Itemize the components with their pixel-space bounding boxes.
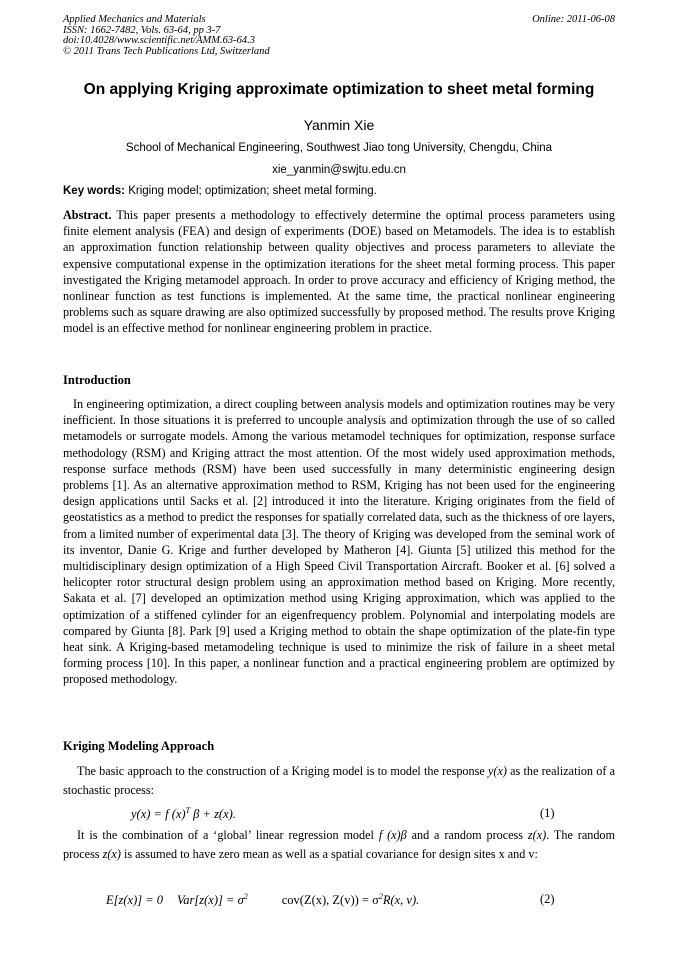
equation-2-number: (2): [540, 892, 555, 906]
eq1-lhs: y(x) = f (x): [131, 807, 186, 822]
online-date: Online: 2011-06-08: [532, 14, 615, 25]
kriging-p2-text-d: is assumed to have zero mean as well as a spatial covariance for design sites x and v:: [120, 847, 538, 861]
abstract: [63, 207, 615, 337]
eq2-part-c: cov(Z(x), Z(v)) = σ: [281, 893, 379, 908]
journal-name: Applied Mechanics and Materials: [63, 14, 206, 25]
kriging-paragraph-2: [63, 826, 615, 864]
equation-1-number: (1): [540, 806, 555, 820]
kriging-p1-text-b: as the realization of a stochastic process:: [63, 764, 616, 797]
kriging-p1-text-a: The basic approach to the construction of a Kriging model is to model the response: [77, 764, 488, 778]
abstract-text: This paper presents a methodology to effectively determine the optimal process parameters using finite element analysis (FEA) and design of experiments (DOE) based on Metamodels. The idea is to establish an approximation function relationship between quality objectives and process parameters to alleviate the expensive computational expense in the optimization iterations for the sheet metal forming process. This paper investigated the Kriging metamodel approach. In order to prove accuracy and efficiency of Kriging method, the nonlinear function as test functions is implemented. At the same time, the practical nonlinear engineering problems such as square drawing are also optimized successfully by proposed method. The results prove Kriging model is an effective method for nonlinear engineering problem in practice.: [63, 208, 615, 336]
kriging-p2-text-a: It is the combination of a ‘global’ linear regression model: [77, 828, 379, 842]
issn-line: ISSN: 1662-7482, Vols. 63-64, pp 3-7: [63, 24, 221, 36]
eq1-sup: T: [185, 806, 191, 815]
kriging-p2-var2: z(x): [527, 828, 547, 842]
eq2-part-b-sup: 2: [243, 892, 248, 901]
keywords: [63, 185, 615, 197]
introduction-heading: Introduction: [63, 373, 131, 387]
kriging-heading: Kriging Modeling Approach: [63, 739, 215, 753]
kriging-p2-var3: z(x): [102, 847, 121, 861]
author-name: Yanmin Xie: [303, 117, 375, 133]
affiliation: School of Mechanical Engineering, Southwest Jiao tong University, Chengdu, China: [125, 142, 553, 154]
eq2-part-c-sup: 2: [378, 892, 383, 901]
eq2-part-d: R(x, v).: [382, 893, 420, 908]
author-email[interactable]: xie_yanmin@swjtu.edu.cn: [272, 164, 406, 176]
kriging-p2-text-c: . The random process: [63, 828, 615, 861]
eq2-part-a: E[z(x)] = 0: [106, 893, 164, 908]
kriging-paragraph-1: [63, 762, 615, 800]
equation-1: [131, 806, 236, 822]
introduction-text: In engineering optimization, a direct coupling between analysis models and optimization routines may be very inefficient. In those situations it is preferred to uncouple analysis and optimization through the use of so called metamodels or surrogate models. Among the various metamodel techniques for optimization, response surface methodology (RSM) and Kriging attract the most attention. Of the most widely used approximation methods, response surface methods (RSM) have been used successfully in many deterministic engineering design problems [1]. As an alternative approximation method to RSM, Kriging has not been used for the engineering design applications until Sacks et al. [2] introduced it into the literature. Kriging originates from the field of geostatistics as a method to predict the responses for spatially correlated data, such as the thickness of ore layers, from a limited number of experimental data [3]. The theory of Kriging was developed from the seminal work of its inventor, Danie G. Krige and further developed by Matheron [4]. Giunta [5] utilized this method for the multidisciplinary design optimization of a High Speed Civil Transportation Aircraft. Booker et al. [6] solved a helicopter rotor structural design problem using an approximation method based on Kriging. More recently, Sakata et al. [7] developed an optimization method using Kriging approximation, which was applied to the optimization of a stiffened cylinder for an eigenfrequency problem. Polynomial and interpolating models are compared by Giunta [8]. Park [9] used a Kriging method to obtain the shape optimization of the plate-fin type heat sink. A Kriging-based metamodeling technique is used to minimize the risk of failure in a sheet metal forming process [10]. In this paper, a nonlinear function and a practical engineering problem are optimized by proposed methodology.: [63, 397, 615, 687]
keywords-label: Key words:: [63, 185, 125, 197]
copyright-line: © 2011 Trans Tech Publications Ltd, Switzerland: [63, 45, 270, 57]
kriging-p2-var1: f (x)β: [378, 828, 407, 842]
kriging-p1-var: y(x): [487, 764, 507, 778]
doi-line[interactable]: doi:10.4028/www.scientific.net/AMM.63-64.3: [63, 35, 255, 46]
keywords-text: Kriging model; optimization; sheet metal forming.: [125, 185, 377, 197]
eq1-rhs: β + z(x).: [190, 807, 236, 822]
paper-title: On applying Kriging approximate optimization to sheet metal forming: [83, 81, 595, 98]
abstract-label: Abstract.: [63, 208, 112, 222]
equation-2: [106, 892, 419, 908]
kriging-p2-text-b: and a random process: [406, 828, 528, 842]
journal-header: [63, 15, 270, 57]
eq2-part-b: Var[z(x)] = σ: [177, 893, 244, 908]
